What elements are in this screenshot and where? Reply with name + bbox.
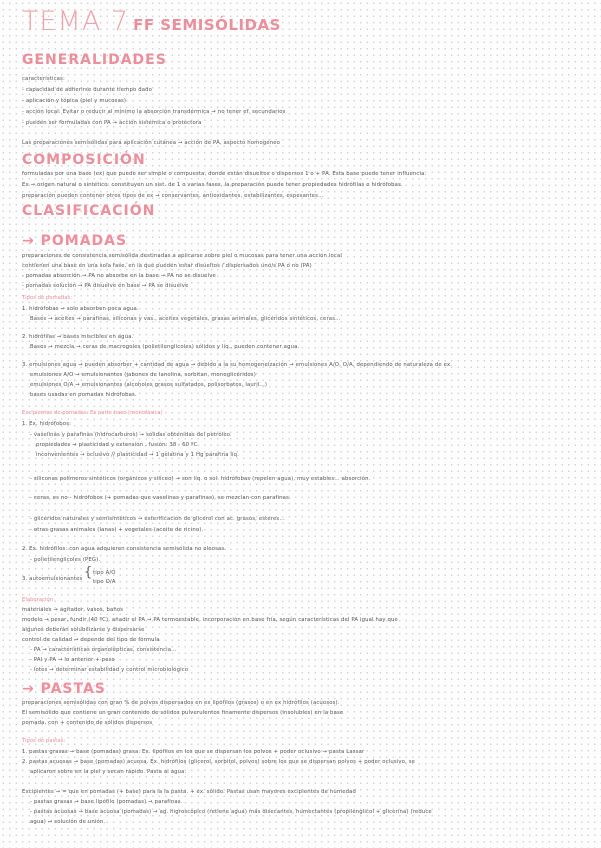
text-line: - PAI y PA → lo anterior + peso bbox=[30, 657, 115, 663]
title-sub: FF SEMISÓLIDAS bbox=[133, 16, 281, 34]
text-line: características: bbox=[22, 76, 65, 82]
text-line: inconvenientes → oclusivo // plasticidad → 1 gelatina y 1 Hg parafina líq. bbox=[36, 452, 240, 458]
subheading-tipos-pastas: Tipos de pastas: bbox=[22, 738, 66, 744]
text-line: - aplicación y tópica (piel y mucosas) bbox=[22, 98, 127, 104]
text-line: - pastas acuosas → base acuosa (pomadas) → ag. higroscópico (retiene agua) más disecantes, humectantes (propilenglicol + glicerina) (reduce bbox=[30, 809, 432, 815]
text-line: modelo → pesar, fundir (40 ºC), añadir el PA → PA termoestable, incorporación en base fría, según características del PA igual hay que bbox=[22, 617, 398, 623]
text-line: - PA → características organolépticas, consistencia... bbox=[30, 647, 177, 653]
heading-pomadas: → POMADAS bbox=[22, 233, 128, 249]
text-line: Bases → aceites → parafinas, siliconas y vas., aceites vegetales, grasas animales, glicéridos sintéticos, ceras... bbox=[30, 316, 341, 322]
title-main: TEMA 7 bbox=[22, 6, 130, 37]
heading-composicion: COMPOSICIÓN bbox=[22, 152, 146, 168]
text-line: Las preparaciones semisólidas para aplicación cutánea → acción de PA, aspecto homogéneo bbox=[22, 140, 281, 146]
text-line: - capacidad de adherirse durante tiempo dado bbox=[22, 87, 153, 93]
text-line: propiedades → plasticidad y extensión , fusión: 38 - 60 ºC bbox=[36, 442, 198, 448]
text-line: agua) → solución de unión. bbox=[30, 819, 106, 825]
text-line: 2. hidrófilas → bases miscibles en agua. bbox=[22, 334, 134, 340]
text-line: - ceras, es no - hidrófobos (+ pomadas que vaselinas y parafinas), se mezclan con parafinas. bbox=[30, 495, 291, 501]
text-line: tipo O/A bbox=[93, 579, 116, 585]
text-line: - pomadas solución → PA disuelve en base → PA se disuelve bbox=[22, 283, 189, 289]
heading-pastas: → PASTAS bbox=[22, 681, 106, 697]
subheading-elaboracion: Elaboración bbox=[22, 597, 54, 603]
subheading-excipientes: Excipientes de pomadas: Es parte base (monofásica) bbox=[22, 410, 163, 416]
text-line: bases usadas en pomadas hidrófobas. bbox=[30, 392, 137, 398]
text-line: 3. emulsiones agua → pueden absorber + cantidad de agua → debido a la su homogeneización → emulsiones A/O, O/A, dependiendo de naturaleza de ex. bbox=[22, 362, 453, 368]
text-line: materiales → agitador, vasos, baños bbox=[22, 607, 124, 613]
brace-mark: { bbox=[84, 565, 93, 580]
subheading-tipos-pomadas: Tipos de pomadas: bbox=[22, 295, 73, 301]
text-line: tipo A/O bbox=[93, 570, 116, 576]
text-line: Ex → origen natural o sintético: constituyen un sist. de 1 o varias fases, la preparación puede tener propiedades hidrófilas o hidrófobas. bbox=[22, 182, 403, 188]
text-line: - polietilenglicoles (PEG). bbox=[30, 557, 101, 563]
text-line: Bases → mezcla → ceras de macrogoles (polietilenglicoles) sólidos y líq., pueden contener agua. bbox=[30, 344, 300, 350]
text-line: emulsiones O/A → emulsionantes (alcoholes grasos sulfatados, polisorbatos, lauril...) bbox=[30, 382, 268, 388]
text-line: algunos deberán solubilizarse y dispersarse bbox=[22, 627, 145, 633]
text-line: - pastas grasas → base lipófilo (pomadas) → parafinas. bbox=[30, 799, 183, 805]
page-title bbox=[22, 6, 281, 37]
text-line: 2. pastas acuosas → base (pomadas) acuosa. Ex. hidrófilos (glicerol, sorbitol, polvos) sobre los que se dispersan polvos + poder oclusivo, se bbox=[22, 759, 416, 765]
text-line: 2. Ex. hidrófilos: con agua adquieren consistencia semisólida no oleosas. bbox=[22, 546, 227, 552]
text-line: formuladas por una base (ex) que puede ser simple o compuesta, donde están disueltos o dispersos 1 o + PA. Esta base puede tener influencia. bbox=[22, 171, 427, 177]
text-line: - siliconas polímeros sintéticos (orgánicos y silíceo) → son líq. o sol. hidrófobas (repelen agua), muy estables... absorción. bbox=[30, 476, 371, 482]
text-line: preparaciones de consistencia semisólida destinadas a aplicarse sobre piel o mucosas para tener una acción local bbox=[22, 253, 342, 259]
text-line: - vaselinas y parafinas (hidrocarburos) → sólidas obtenidas del petróleo. bbox=[30, 432, 232, 438]
text-line: - acción local: Evitar o reducir al mínimo la absorción transdérmica → no tener ef. secundarios bbox=[22, 109, 286, 115]
text-line: control de calidad → depende del tipo de fórmula bbox=[22, 637, 160, 643]
heading-generalidades: GENERALIDADES bbox=[22, 52, 167, 68]
text-line: Excipientes → = que en pomadas (+ base) para la la pasta. + ex. sólido. Pastas usan mayores excipientes de humedad bbox=[22, 789, 357, 795]
text-line: - lotes → determinar estabilidad y control microbiológico bbox=[30, 667, 189, 673]
text-line: preparaciones semisólidas con gran % de polvos dispersados en ex lipófilos (grasos) o en ex hidrófilos (acuosos). bbox=[22, 700, 340, 706]
text-line: 1. hidrófobas → solo absorben poca agua. bbox=[22, 306, 139, 312]
text-line: 1. pastas grasas → base (pomadas) grasa. Ex. lipófilos en los que se dispersan los polvos + poder oclusivo → pasta Lassar bbox=[22, 749, 365, 755]
text-line: preparación pueden contener otros tipos de ex → conservantes, antioxidantes, estabilizantes, espesantes... bbox=[22, 193, 324, 199]
text-line: - pueden ser formuladas con PA → acción sistémica o protectora bbox=[22, 120, 202, 126]
text-line: emulsiones A/O → emulsionantes (jabones de lanolina, sorbitan, monoglicéridos) bbox=[30, 372, 256, 378]
text-line: pomada, con + contenido de sólidos dispersos bbox=[22, 720, 153, 726]
heading-clasificacion: CLASIFICACIÓN bbox=[22, 203, 156, 219]
text-line: - otras grasas animales (lanas) + vegetales (aceite de ricino). bbox=[30, 527, 204, 533]
text-line: - glicéridos naturales y semisintéticos → esterificación de glicerol con ac. grasos, esteres... bbox=[30, 516, 285, 522]
text-line: 3. autoemulsionantes bbox=[22, 576, 83, 582]
text-line: El semisólido que contiene un gran contenido de sólidos pulverulentos finamente dispersos (insolubles) en la base bbox=[22, 710, 344, 716]
text-line: contienen una base en una sola fase, en la que pueden estar disueltos / dispersados uno/s PA o no (PA) bbox=[22, 263, 312, 269]
text-line: 1. Ex. hidrófobos: bbox=[22, 421, 72, 427]
text-line: - pomadas absorción → PA no absorbe en la base → PA no se disuelve bbox=[22, 273, 216, 279]
text-line: aplicaron sobre en la piel y secan rápido. Pasta al agua. bbox=[30, 769, 187, 775]
